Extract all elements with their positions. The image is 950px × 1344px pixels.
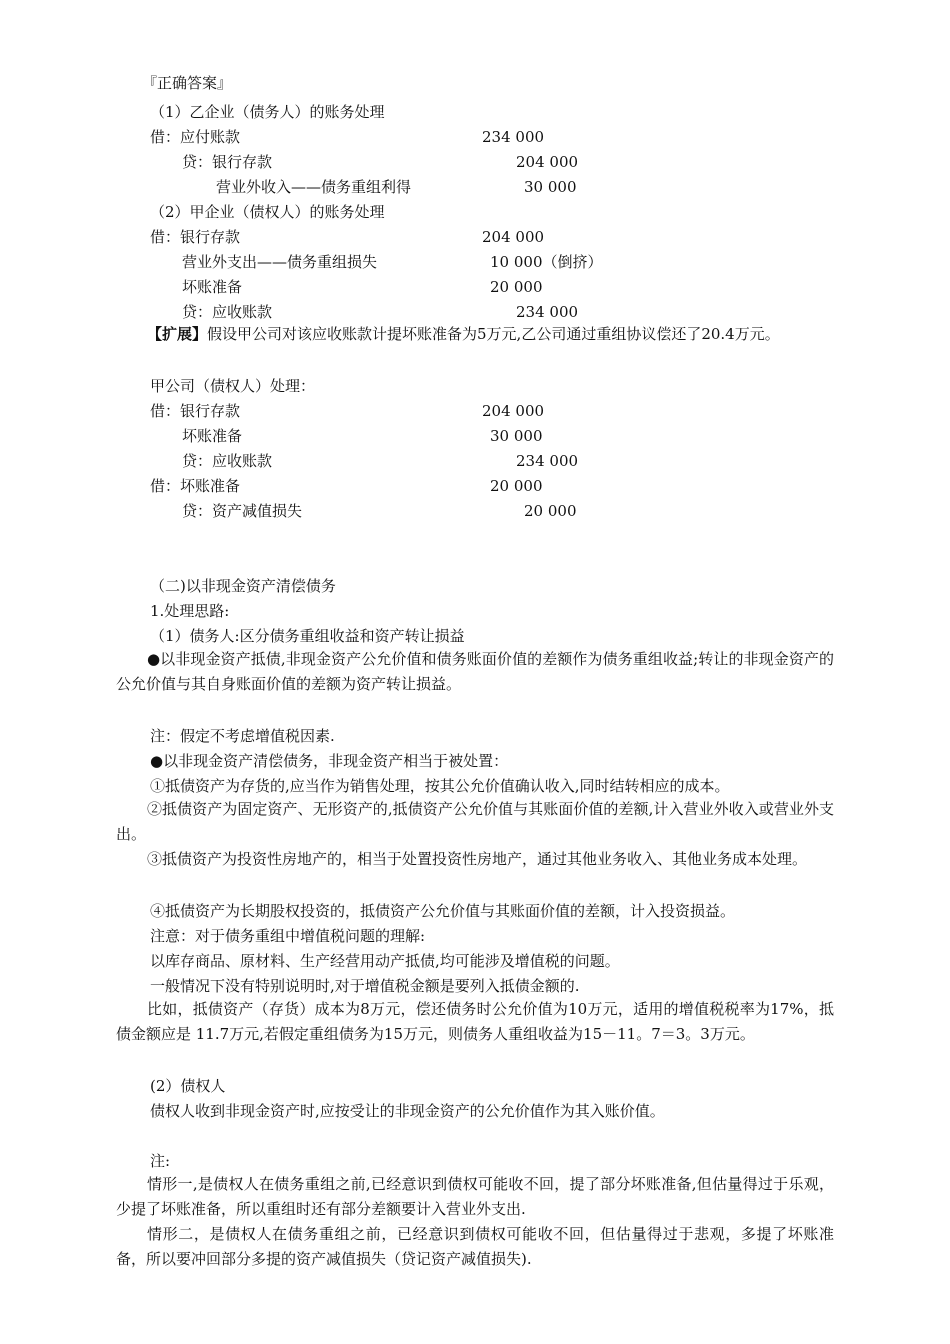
extension-heading: 甲公司（债权人）处理： (150, 377, 316, 395)
example-paragraph: 比如，抵债资产（存货）成本为8万元，偿还债务时公允价值为10万元，适用的增值税税率为17%，抵债金额应是 11.7万元,若假定重组债务为15万元，则债务人重组收益为15－11。7＝3。3万元。 (116, 1000, 834, 1043)
debtor-heading: （1）乙企业（债务人）的账务处理 (150, 103, 385, 121)
entry-amount: 20 000 (490, 477, 543, 495)
item-line: ①抵债资产为存货的,应当作为销售处理，按其公允价值确认收入,同时结转相应的成本。 (150, 777, 730, 795)
entry-text: 贷：应收账款 (182, 452, 273, 470)
extension-label: 【扩展】 (147, 325, 208, 343)
entry-amount: 10 000（倒挤） (490, 253, 603, 271)
vat-line: 以库存商品、原材料、生产经营用动产抵债,均可能涉及增值税的问题。 (150, 952, 620, 970)
entry-text: 借：银行存款 (150, 402, 241, 420)
entry-amount: 20 000 (524, 502, 577, 520)
entry-text: 贷：应收账款 (182, 303, 273, 321)
extension-text: 假设甲公司对该应收账款计提坏账准备为5万元,乙公司通过重组协议偿还了20.4万元。 (207, 325, 780, 343)
approach-heading: 1.处理思路: (150, 602, 230, 620)
debtor-subheading: （1）债务人:区分债务重组收益和资产转让损益 (150, 627, 465, 645)
entry-amount: 204 000 (482, 228, 545, 246)
case-paragraph: 情形二，是债权人在债务重组之前，已经意识到债权可能收不回，但估量得过于悲观，多提了坏账准备，所以要冲回部分多提的资产减值损失（贷记资产减值损失). (116, 1225, 834, 1268)
vat-line: 一般情况下没有特别说明时,对于增值税金额是要列入抵债金额的. (150, 977, 580, 995)
entry-amount: 234 000 (516, 303, 579, 321)
entry-text: 坏账准备 (182, 427, 243, 445)
entry-text: 贷：银行存款 (182, 153, 273, 171)
entry-amount: 204 000 (516, 153, 579, 171)
entry-amount: 234 000 (482, 128, 545, 146)
entry-text: 营业外支出——债务重组损失 (182, 253, 378, 271)
entry-amount: 20 000 (490, 278, 543, 296)
creditor-subheading: (2）债权人 (150, 1077, 226, 1095)
entry-amount: 204 000 (482, 402, 545, 420)
entry-text: 借：银行存款 (150, 228, 241, 246)
entry-text: 坏账准备 (182, 278, 243, 296)
section-heading: （二)以非现金资产清偿债务 (150, 577, 336, 595)
bullet-paragraph: ●以非现金资产抵债,非现金资产公允价值和债务账面价值的差额作为债务重组收益;转让的非现金资产的公允价值与其自身账面价值的差额为资产转让损益。 (116, 650, 834, 693)
entry-amount: 30 000 (524, 178, 577, 196)
item-paragraph: ③抵债资产为投资性房地产的，相当于处置投资性房地产，通过其他业务收入、其他业务成本处理。 (147, 850, 808, 868)
creditor-text: 债权人收到非现金资产时,应按受让的非现金资产的公允价值作为其入账价值。 (150, 1102, 665, 1120)
entry-text: 贷：资产减值损失 (182, 502, 303, 520)
note-line: 注：假定不考虑增值税因素. (150, 727, 335, 745)
item-paragraph: ②抵债资产为固定资产、无形资产的,抵债资产公允价值与其账面价值的差额,计入营业外收入或营业外支出。 (116, 800, 834, 843)
entry-amount: 30 000 (490, 427, 543, 445)
creditor-heading: （2）甲企业（债权人）的账务处理 (150, 203, 385, 221)
entry-text: 借：应付账款 (150, 128, 241, 146)
entry-text: 营业外收入——债务重组利得 (216, 178, 412, 196)
extension-paragraph (116, 322, 834, 347)
entry-text: 借：坏账准备 (150, 477, 241, 495)
vat-note: 注意：对于债务重组中增值税问题的理解: (150, 927, 426, 945)
bullet-line: ●以非现金资产清偿债务，非现金资产相当于被处置： (150, 752, 509, 770)
note-line: 注: (150, 1152, 171, 1170)
case-paragraph: 情形一,是债权人在债务重组之前,已经意识到债权可能收不回，提了部分坏账准备,但估量得过于乐观，少提了坏账准备，所以重组时还有部分差额要计入营业外支出. (116, 1175, 834, 1218)
answer-title: 『正确答案』 (142, 74, 233, 92)
entry-amount: 234 000 (516, 452, 579, 470)
item-line: ④抵债资产为长期股权投资的，抵债资产公允价值与其账面价值的差额，计入投资损益。 (150, 902, 736, 920)
